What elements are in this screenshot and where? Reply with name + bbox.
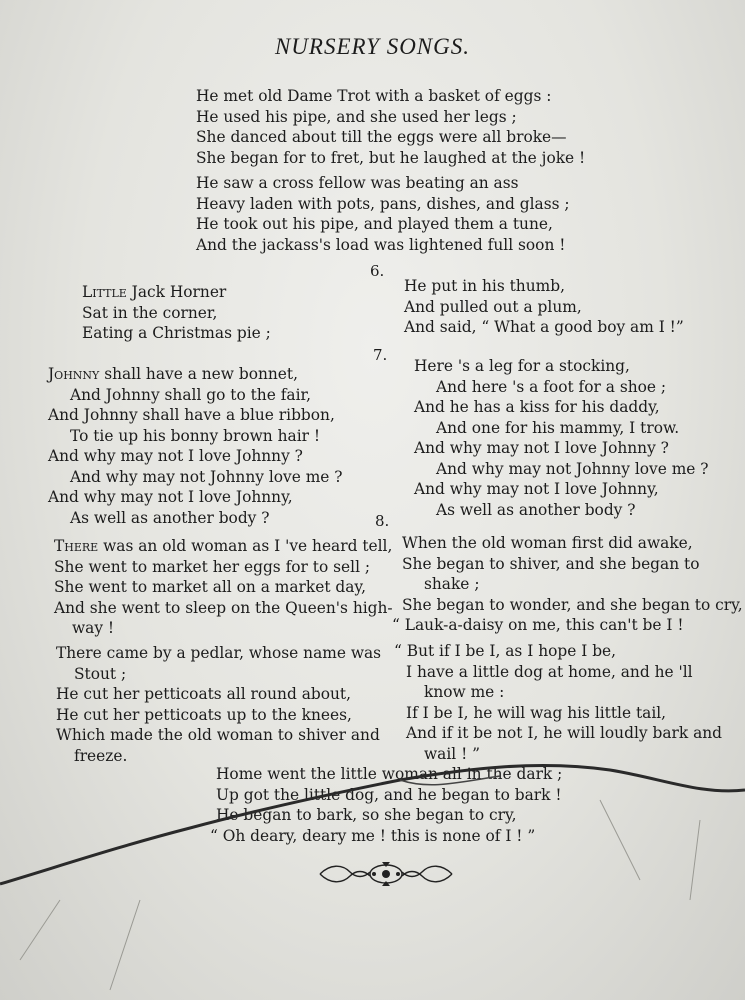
verse-line: To tie up his bonny brown hair ! [70,426,321,445]
verse-line: And Johnny shall have a blue ribbon, [48,406,335,424]
verse-line: He cut her petticoats up to the knees, [56,705,352,724]
verse-line: And said, “ What a good boy am I !” [404,318,684,336]
small-caps-word: Little [82,283,127,301]
song-8-left-b [56,643,381,766]
intro-stanza-b [196,173,570,255]
verse-line: She went to market all on a market day, [54,578,366,596]
verse-line: And pulled out a plum, [404,297,582,316]
verse-line: Up got the little dog, and he began to bark ! [216,785,562,804]
verse-line: She began to shiver, and she began to [402,554,700,573]
verse-line: Johnny shall have a new bonnet, [48,365,298,383]
verse-line: And why may not I love Johnny ? [48,447,303,465]
verse-line: And why may not Johnny love me ? [70,467,343,486]
verse-line: And why may not Johnny love me ? [436,459,709,478]
verse-line: Stout ; [74,664,127,683]
verse-line: Heavy laden with pots, pans, dishes, and glass ; [196,194,570,213]
verse-line: She danced about till the eggs were all broke— [196,128,567,146]
verse-line: He began to bark, so she began to cry, [216,806,517,824]
verse-line: He used his pipe, and she used her legs ; [196,107,517,126]
verse-line: Which made the old woman to shiver and [56,726,380,744]
small-caps-word: Johnny [48,365,100,383]
song-8-closing [210,764,563,846]
verse-line: And he has a kiss for his daddy, [414,398,660,416]
verse-line: When the old woman first did awake, [402,534,693,552]
verse-line: “ But if I be I, as I hope I be, [394,642,617,660]
song-number-6: 6. [370,262,385,280]
song-8-left-a [54,536,393,639]
verse-line: Eating a Christmas pie ; [82,324,271,342]
verse-line: And why may not I love Johnny, [48,488,293,506]
song-7-right [414,356,709,520]
verse-line: As well as another body ? [436,500,636,519]
verse-line: And Johnny shall go to the fair, [70,385,312,404]
verse-line: And here 's a foot for a shoe ; [436,377,667,396]
song-number-8: 8. [375,512,390,530]
verse-line: way ! [72,619,115,637]
verse-line: He put in his thumb, [404,277,565,295]
ornament-icon [316,858,456,890]
song-8-right-b [394,641,722,764]
verse-line: wail ! ” [424,744,481,763]
verse-line: As well as another body ? [70,508,270,527]
verse-line: And the jackass's load was lightened full soon ! [196,235,566,254]
verse-line: Sat in the corner, [82,303,218,322]
verse-line: freeze. [74,746,128,765]
verse-line: shake ; [424,575,480,593]
verse-line: If I be I, he will wag his little tail, [406,703,667,722]
verse-line: There came by a pedlar, whose name was [56,644,382,662]
verse-line: Home went the little woman all in the dark ; [216,765,563,783]
intro-stanza-a [196,86,585,168]
song-8-right-a [392,533,743,636]
verse-line: And she went to sleep on the Queen's high- [54,598,393,617]
song-number-7: 7. [373,346,388,364]
verse-line: Little Jack Horner [82,283,227,301]
song-6-right [404,276,684,338]
verse-line: He took out his pipe, and played them a tune, [196,215,553,233]
verse-line: I have a little dog at home, and he 'll [406,662,693,681]
verse-line: And if it be not I, he will loudly bark and [406,724,723,742]
small-caps-word: There [54,537,99,555]
verse-line: There was an old woman as I 've heard tell, [54,537,393,555]
verse-line: And why may not I love Johnny, [414,480,659,498]
song-7-left [48,364,343,528]
verse-line: He met old Dame Trot with a basket of eggs : [196,87,552,105]
verse-line: know me : [424,683,505,701]
verse-line: “ Oh deary, deary me ! this is none of I ! ” [210,826,536,845]
verse-line: Here 's a leg for a stocking, [414,357,630,375]
verse-line: And one for his mammy, I trow. [436,418,680,437]
verse-line: She went to market her eggs for to sell ; [54,557,371,576]
verse-line: He saw a cross fellow was beating an ass [196,174,519,192]
song-6-left [82,282,271,344]
verse-line: She began to wonder, and she began to cry, [402,595,743,614]
verse-line: He cut her petticoats all round about, [56,685,351,703]
verse-line: And why may not I love Johnny ? [414,439,669,457]
page-title: NURSERY SONGS. [274,34,471,59]
verse-line: “ Lauk-a-daisy on me, this can't be I ! [392,616,684,634]
verse-line: She began for to fret, but he laughed at the joke ! [196,148,586,167]
